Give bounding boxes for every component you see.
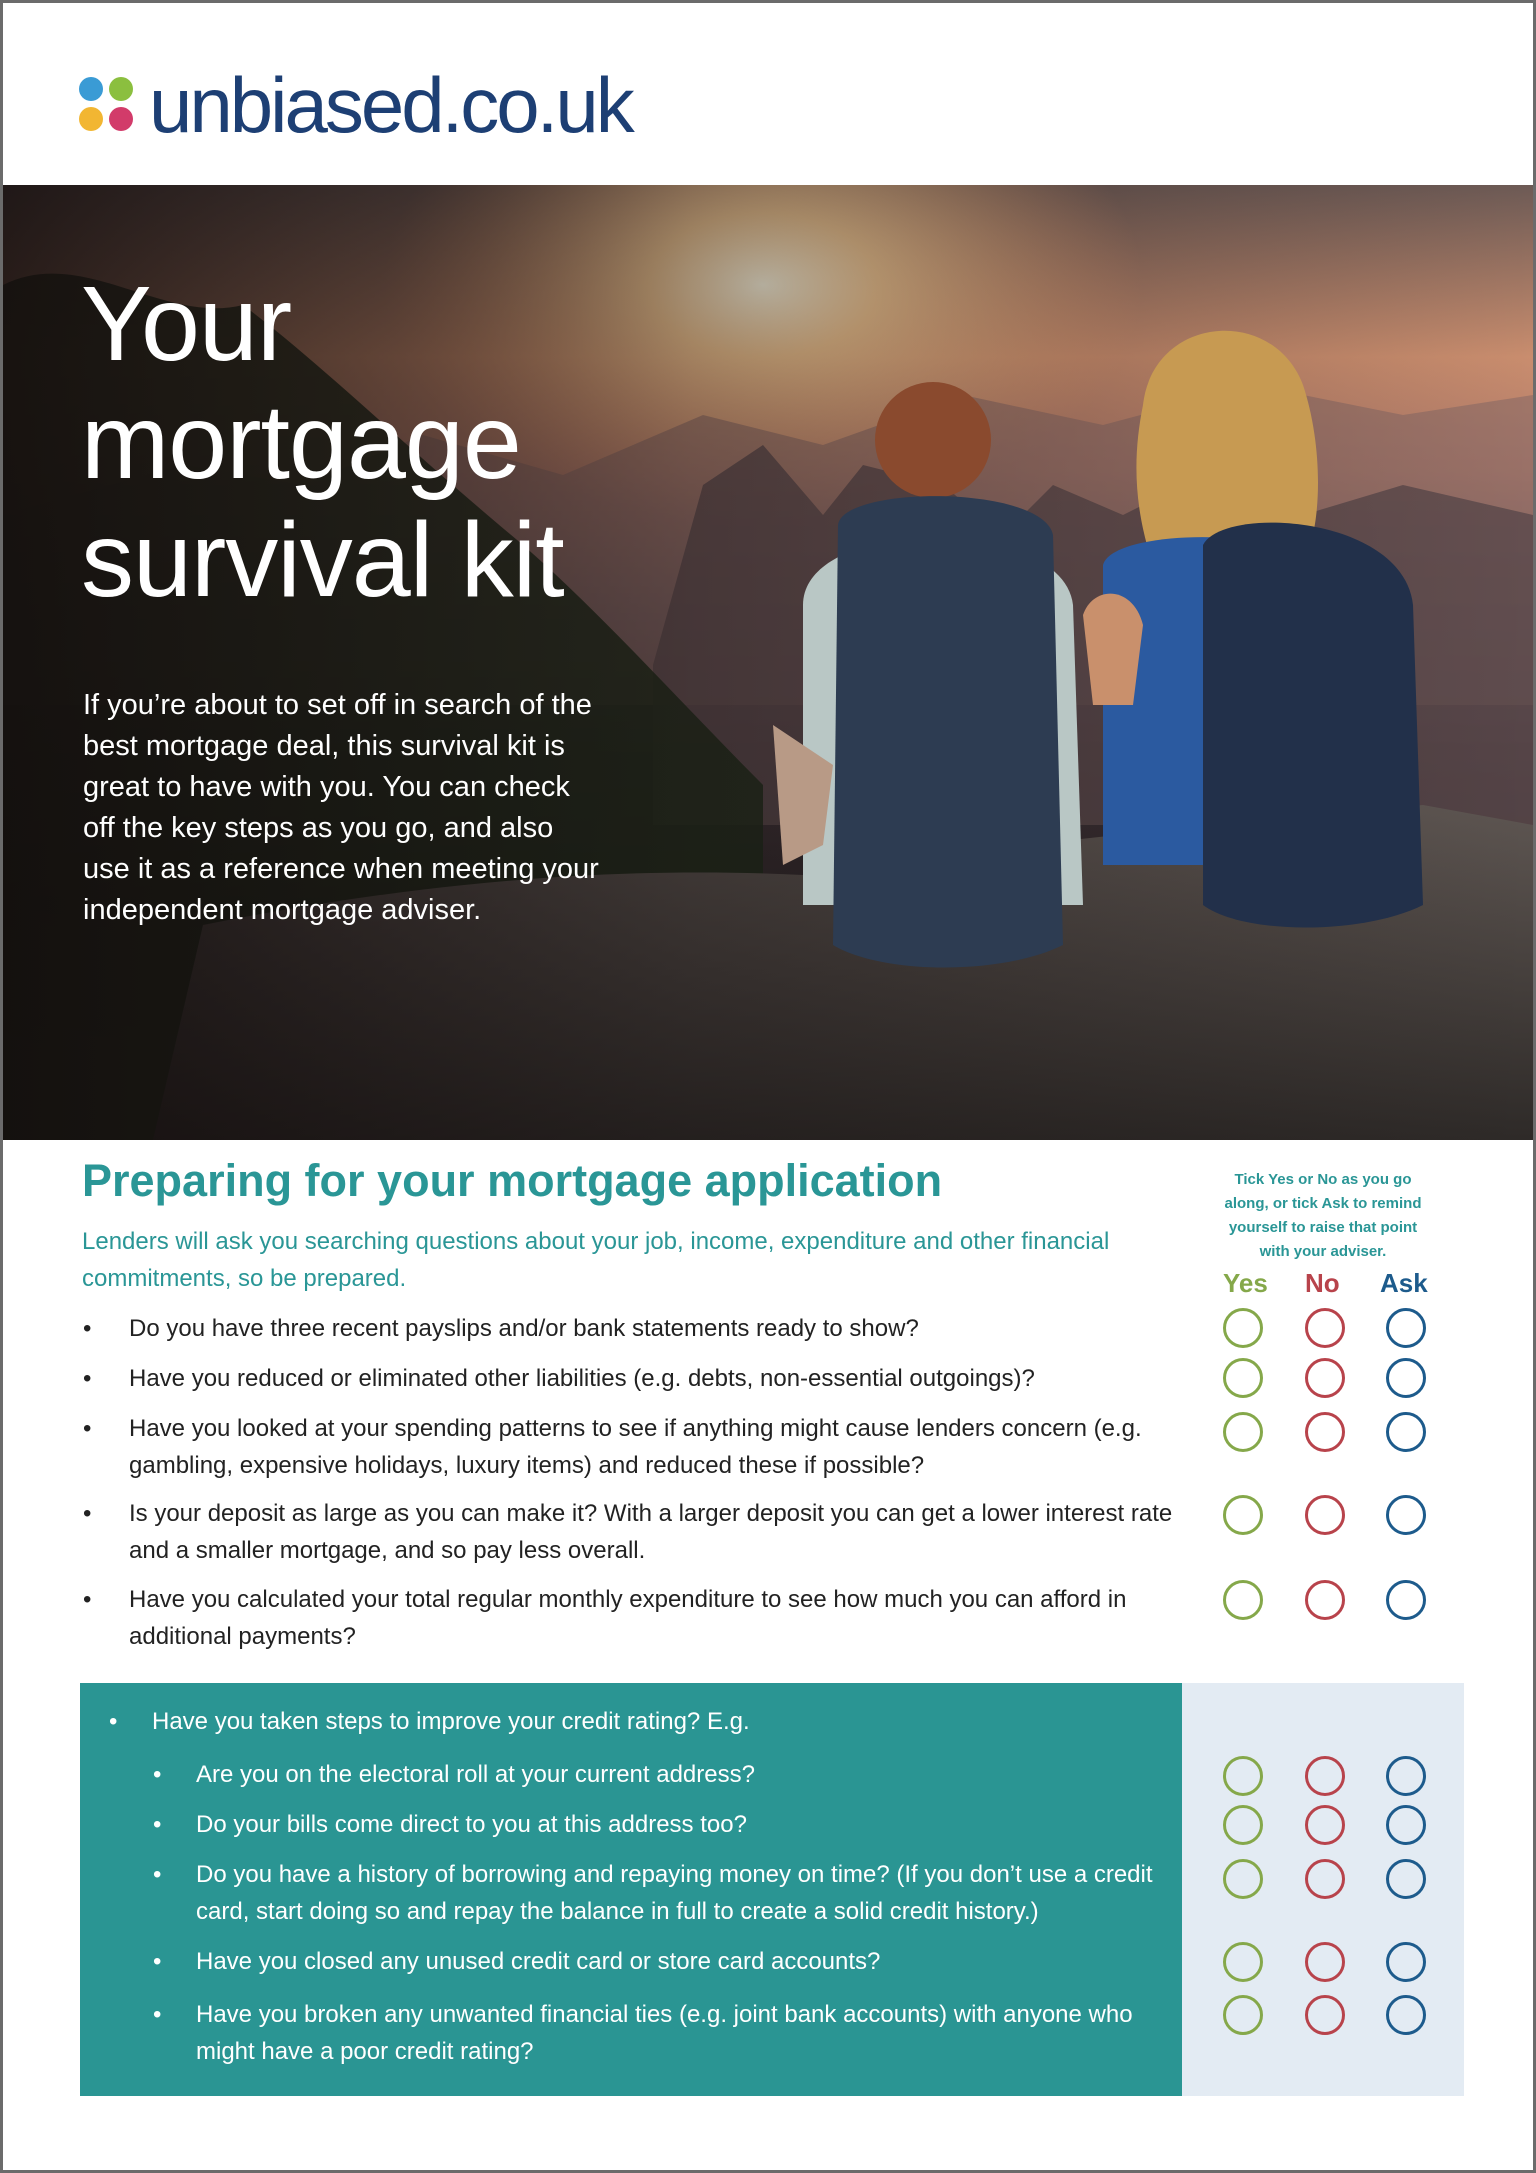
- credit-item: [153, 1856, 1153, 1930]
- yes-checkbox[interactable]: [1223, 1805, 1263, 1845]
- logo-dot-green: [109, 77, 133, 101]
- hero-title-line-2: mortgage: [81, 383, 521, 501]
- no-checkbox[interactable]: [1305, 1495, 1345, 1535]
- credit-item-text: Do you have a history of borrowing and repaying money on time? (If you don’t use a credit card, start doing so and repay the balance in full to create a solid credit history.): [196, 1861, 1153, 1925]
- yes-checkbox[interactable]: [1223, 1756, 1263, 1796]
- no-checkbox[interactable]: [1305, 1358, 1345, 1398]
- ask-checkbox[interactable]: [1386, 1756, 1426, 1796]
- question-text: Do you have three recent payslips and/or bank statements ready to show?: [129, 1315, 919, 1342]
- ask-checkbox[interactable]: [1386, 1995, 1426, 2035]
- no-checkbox[interactable]: [1305, 1805, 1345, 1845]
- bullet: •: [153, 1861, 162, 1888]
- question-text: Have you calculated your total regular monthly expenditure to see how much you can afford in additional payments?: [129, 1586, 1127, 1650]
- ask-checkbox[interactable]: [1386, 1805, 1426, 1845]
- no-checkbox[interactable]: [1305, 1942, 1345, 1982]
- credit-item-text: Have you closed any unused credit card or store card accounts?: [196, 1948, 881, 1975]
- yes-checkbox[interactable]: [1223, 1495, 1263, 1535]
- bullet: •: [153, 1811, 162, 1838]
- column-header-ask: Ask: [1380, 1268, 1428, 1298]
- tick-instructions: Tick Yes or No as you go along, or tick Ask to remind yourself to raise that point with your adviser.: [1224, 1171, 1422, 1260]
- yes-checkbox[interactable]: [1223, 1859, 1263, 1899]
- column-header-yes: Yes: [1223, 1268, 1268, 1298]
- no-checkbox[interactable]: [1305, 1995, 1345, 2035]
- question-item: [83, 1410, 1183, 1484]
- credit-item: [153, 1996, 1153, 2070]
- no-checkbox[interactable]: [1305, 1580, 1345, 1620]
- credit-item: [153, 1756, 1153, 1793]
- question-item: [83, 1581, 1183, 1655]
- credit-heading: [109, 1703, 1159, 1740]
- credit-heading-text: Have you taken steps to improve your credit rating? E.g.: [152, 1708, 750, 1735]
- brand-name: unbiased.co.uk: [149, 60, 632, 149]
- ask-checkbox[interactable]: [1386, 1859, 1426, 1899]
- yes-checkbox[interactable]: [1223, 1580, 1263, 1620]
- yes-checkbox[interactable]: [1223, 1358, 1263, 1398]
- bullet: •: [153, 2001, 162, 2028]
- credit-item-text: Are you on the electoral roll at your current address?: [196, 1761, 755, 1788]
- bullet: •: [153, 1948, 162, 1975]
- bullet: •: [83, 1415, 92, 1442]
- section-title: Preparing for your mortgage application: [82, 1155, 943, 1206]
- bullet: •: [83, 1586, 92, 1613]
- ask-checkbox[interactable]: [1386, 1308, 1426, 1348]
- logo-dot-pink: [109, 107, 133, 131]
- ask-checkbox[interactable]: [1386, 1495, 1426, 1535]
- section-subtitle: Lenders will ask you searching questions about your job, income, expenditure and other financial commitments, so be prepared.: [82, 1228, 1110, 1292]
- hero-banner: [3, 185, 1533, 1140]
- ask-checkbox[interactable]: [1386, 1942, 1426, 1982]
- question-text: Is your deposit as large as you can make it? With a larger deposit you can get a lower interest rate and a smaller mortgage, and so pay less overall.: [129, 1500, 1173, 1564]
- yes-checkbox[interactable]: [1223, 1995, 1263, 2035]
- no-checkbox[interactable]: [1305, 1756, 1345, 1796]
- credit-item-text: Do your bills come direct to you at this address too?: [196, 1811, 747, 1838]
- question-item: [83, 1495, 1183, 1569]
- credit-item-text: Have you broken any unwanted financial ties (e.g. joint bank accounts) with anyone who might have a poor credit rating?: [196, 2001, 1133, 2065]
- hero-title-line-3: survival kit: [81, 501, 564, 619]
- question-text: Have you reduced or eliminated other liabilities (e.g. debts, non-essential outgoings)?: [129, 1365, 1035, 1392]
- yes-checkbox[interactable]: [1223, 1308, 1263, 1348]
- bullet: •: [83, 1365, 92, 1392]
- logo-dot-blue: [79, 77, 103, 101]
- brand-logo[interactable]: [79, 60, 632, 149]
- no-checkbox[interactable]: [1305, 1412, 1345, 1452]
- question-text: Have you looked at your spending patterns to see if anything might cause lenders concern (e.g. gambling, expensive holidays, luxury items) and reduced these if possible?: [129, 1415, 1142, 1479]
- credit-item: [153, 1806, 1153, 1843]
- bullet: •: [83, 1500, 92, 1527]
- bullet: •: [83, 1315, 92, 1342]
- ask-checkbox[interactable]: [1386, 1580, 1426, 1620]
- ask-checkbox[interactable]: [1386, 1412, 1426, 1452]
- logo-dot-yellow: [79, 107, 103, 131]
- question-item: [83, 1310, 1183, 1347]
- question-item: [83, 1360, 1183, 1397]
- hero-title: [81, 265, 564, 619]
- column-header-no: No: [1305, 1268, 1340, 1298]
- logo-dots-icon: [79, 77, 135, 133]
- yes-checkbox[interactable]: [1223, 1942, 1263, 1982]
- hero-title-line-1: Your: [81, 265, 292, 383]
- yes-checkbox[interactable]: [1223, 1412, 1263, 1452]
- hero-intro: If you’re about to set off in search of the best mortgage deal, this survival kit is great to have with you. You can check off the key steps as you go, and also use it as a reference when meeting your independent mortgage adviser.: [83, 689, 599, 926]
- credit-item: [153, 1943, 1153, 1980]
- bullet: •: [109, 1708, 118, 1735]
- ask-checkbox[interactable]: [1386, 1358, 1426, 1398]
- bullet: •: [153, 1761, 162, 1788]
- no-checkbox[interactable]: [1305, 1859, 1345, 1899]
- no-checkbox[interactable]: [1305, 1308, 1345, 1348]
